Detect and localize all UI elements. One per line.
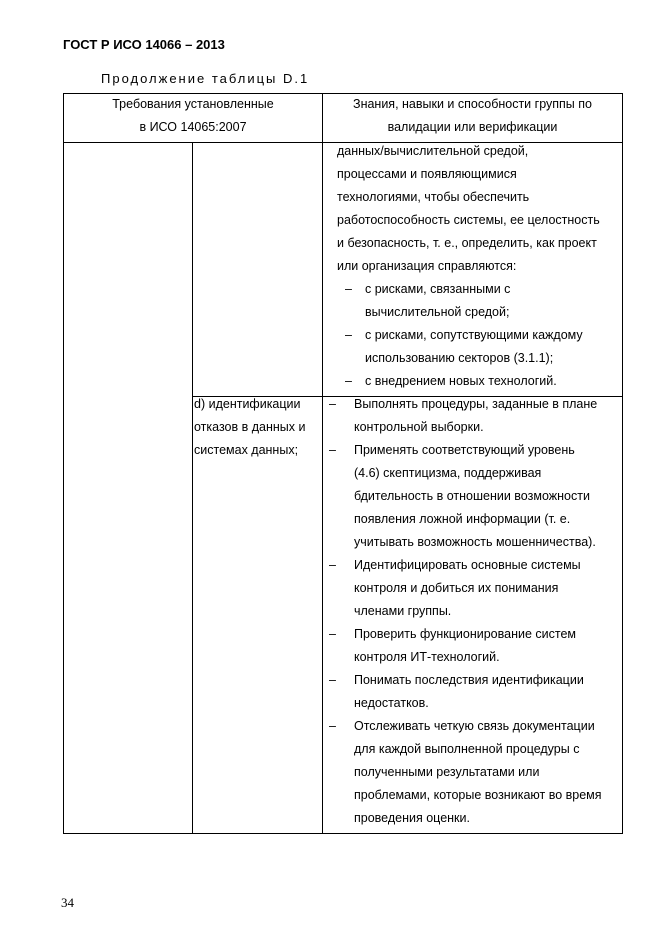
cont-bullet-line: с рисками, связанными с (365, 282, 511, 296)
item-d-bullet-line: Понимать последствия идентификации (354, 673, 584, 687)
item-d-bullet-line: (4.6) скептицизма, поддерживая (354, 466, 542, 480)
bullet-dash: – (329, 719, 336, 733)
item-d-bullet-line: Применять соответствующий уровень (354, 443, 575, 457)
item-d-bullet-line: Проверить функционирование систем (354, 627, 577, 641)
cont-bullet-line: с рисками, сопутствующими каждому (365, 328, 583, 342)
table-border-right (622, 93, 623, 834)
item-d-bullet-line: Выполнять процедуры, заданные в плане (354, 397, 598, 411)
item-d-bullet-line: полученными результатами или (354, 765, 540, 779)
page-number: 34 (61, 895, 74, 910)
bullet-dash: – (329, 627, 336, 641)
cont-line: или организация справляются: (337, 259, 517, 273)
item-d-bullet-line: учитывать возможность мошенничества). (354, 535, 596, 549)
column-divider-sub (192, 142, 193, 834)
requirements-table (63, 93, 623, 834)
item-d-bullet-line: проведения оценки. (354, 811, 470, 825)
item-d-line: отказов в данных и (194, 420, 306, 434)
document-header: ГОСТ Р ИСО 14066 – 2013 (63, 37, 225, 52)
item-d-line: системах данных; (194, 443, 299, 457)
item-d-bullet-line: появления ложной информации (т. е. (354, 512, 571, 526)
cont-line: процессами и появляющимися (337, 167, 517, 181)
bullet-dash: – (345, 374, 352, 388)
col2-header-line2: валидации или верификации (387, 120, 558, 134)
col2-header (323, 93, 622, 139)
item-d-bullet-line: членами группы. (354, 604, 452, 618)
cont-line: и безопасность, т. е., определить, как проект (337, 236, 597, 250)
table-caption: Продолжение таблицы D.1 (101, 71, 310, 86)
item-d-bullet-line: Отслеживать четкую связь документации (354, 719, 595, 733)
table-border-bottom (63, 833, 623, 834)
bullet-dash: – (329, 397, 336, 411)
item-d-bullet-line: для каждой выполненной процедуры с (354, 742, 580, 756)
item-d-bullet-line: контроля ИТ-технологий. (354, 650, 500, 664)
cont-bullet-line: использованию секторов (3.1.1); (365, 351, 554, 365)
table-border-left (63, 93, 64, 834)
item-d-bullet-line: бдительность в отношении возможности (354, 489, 590, 503)
column-divider-main (322, 93, 323, 834)
bullet-dash: – (345, 328, 352, 342)
col1-header-line1: Требования установленные (112, 97, 274, 111)
cont-line: работоспособность системы, ее целостность (337, 213, 600, 227)
item-d-bullet-line: Идентифицировать основные системы (354, 558, 581, 572)
col1-header (64, 93, 322, 139)
item-d-bullet-line: контроля и добиться их понимания (354, 581, 559, 595)
cont-line: данных/вычислительной средой, (337, 144, 529, 158)
bullet-dash: – (329, 558, 336, 572)
cont-line: технологиями, чтобы обеспечить (337, 190, 530, 204)
col2-header-line1: Знания, навыки и способности группы по (353, 97, 592, 111)
col1-header-line2: в ИСО 14065:2007 (139, 120, 247, 134)
cont-bullet-line: вычислительной средой; (365, 305, 510, 319)
cont-bullet-line: с внедрением новых технологий. (365, 374, 557, 388)
item-d-bullet-line: недостатков. (354, 696, 429, 710)
bullet-dash: – (345, 282, 352, 296)
item-d-bullet-line: контрольной выборки. (354, 420, 484, 434)
bullet-dash: – (329, 673, 336, 687)
item-d-line: d) идентификации (194, 397, 301, 411)
item-d-bullet-line: проблемами, которые возникают во время (354, 788, 602, 802)
bullet-dash: – (329, 443, 336, 457)
